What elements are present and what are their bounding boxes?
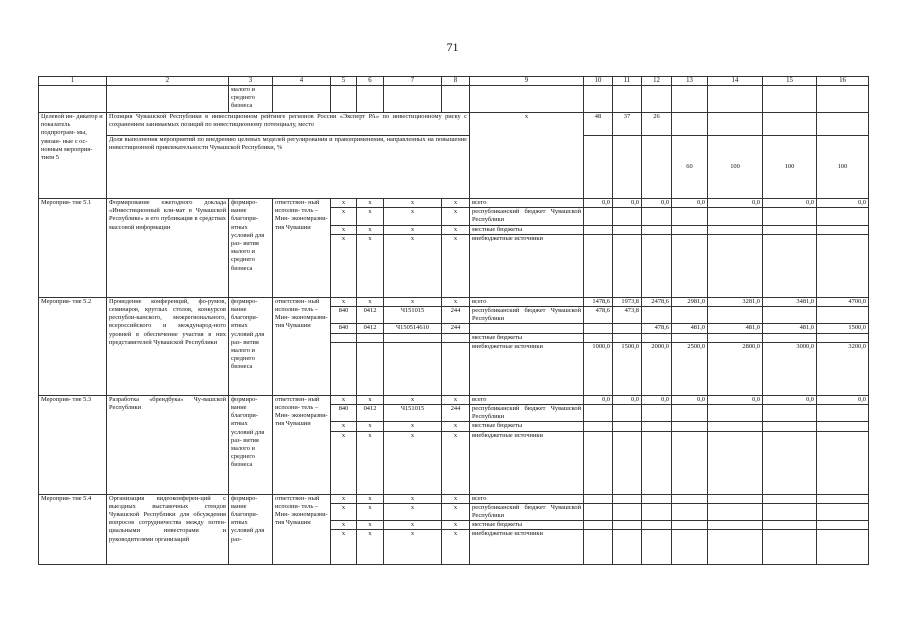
- value-cell: 0,0: [584, 395, 613, 404]
- code-cell: х: [357, 297, 384, 306]
- value-cell: 48: [584, 113, 613, 136]
- value-cell: 3200,0: [817, 342, 869, 395]
- empty-cell: [584, 225, 613, 234]
- code-cell: х: [384, 431, 442, 494]
- empty-cell: [584, 494, 613, 503]
- empty-cell: [817, 86, 869, 113]
- value-cell: 100: [763, 136, 817, 199]
- value-cell: 2800,0: [708, 342, 763, 395]
- program-table: [38, 76, 869, 565]
- code-cell: х: [357, 530, 384, 565]
- empty-cell: [672, 422, 708, 431]
- code-cell: 0412: [357, 405, 384, 422]
- code-cell: 840: [331, 405, 357, 422]
- column-header: 3: [229, 77, 273, 86]
- empty-cell: [613, 431, 642, 494]
- empty-cell: [442, 86, 470, 113]
- empty-cell: [613, 333, 642, 342]
- empty-cell: [442, 342, 470, 395]
- measure-name: Мероприя- тие 5.2: [39, 297, 107, 395]
- code-cell: х: [331, 431, 357, 494]
- empty-cell: [357, 86, 384, 113]
- code-cell: х: [442, 521, 470, 530]
- empty-cell: [672, 405, 708, 422]
- empty-cell: [642, 307, 672, 324]
- value-cell: 100: [817, 136, 869, 199]
- code-cell: х: [357, 494, 384, 503]
- empty-cell: [613, 208, 642, 225]
- value-cell: 3000,0: [763, 342, 817, 395]
- code-cell: 244: [442, 307, 470, 324]
- empty-cell: [642, 234, 672, 297]
- header-row: [39, 77, 869, 86]
- measure-name: Мероприя- тие 5.3: [39, 395, 107, 494]
- empty-cell: [384, 333, 442, 342]
- source-label: местные бюджеты: [470, 521, 584, 530]
- empty-cell: [817, 494, 869, 503]
- empty-cell: [39, 86, 107, 113]
- source-label: всего: [470, 494, 584, 503]
- value-cell: 1478,6: [584, 297, 613, 306]
- empty-cell: [817, 234, 869, 297]
- empty-cell: [584, 234, 613, 297]
- empty-cell: [584, 431, 613, 494]
- empty-cell: [613, 530, 642, 565]
- value-cell: 0,0: [763, 395, 817, 404]
- empty-cell: [642, 405, 672, 422]
- code-cell: 0412: [357, 324, 384, 333]
- empty-cell: [672, 521, 708, 530]
- code-cell: Ч151015: [384, 405, 442, 422]
- value-cell: 481,0: [763, 324, 817, 333]
- value-cell: 0,0: [613, 395, 642, 404]
- column-header: 16: [817, 77, 869, 86]
- empty-cell: [584, 521, 613, 530]
- column-header: 8: [442, 77, 470, 86]
- indicator-text-1: Позиция Чувашской Республики в инвестиционном рейтинге регионов России «Эксперт РА» по инвестиционному риску с сохранением занимаемых позиций по инвестиционному потенциалу, место: [107, 113, 470, 136]
- code-cell: Ч151015: [384, 307, 442, 324]
- empty-cell: [763, 86, 817, 113]
- code-cell: 244: [442, 405, 470, 422]
- empty-cell: [708, 307, 763, 324]
- empty-cell: [817, 503, 869, 520]
- empty-cell: [642, 494, 672, 503]
- empty-cell: [642, 422, 672, 431]
- code-cell: 0412: [357, 307, 384, 324]
- measure-description: Разработка «брендбука» Чу-вашской Республики: [107, 395, 229, 494]
- source-label: республиканский бюджет Чувашской Республики: [470, 405, 584, 422]
- measure-goal: формиро- вание благопри- ятных условий для раз- вития малого и среднего бизнеса: [229, 297, 273, 395]
- empty-cell: [708, 225, 763, 234]
- measure-description: Организация видеоконферен-ций с выездных выставочных стендов Чувашской Республики для обсуждения вопросов сотрудничества между потен-циальными инвесторами и руководителями организаций: [107, 494, 229, 565]
- empty-cell: [584, 422, 613, 431]
- measure-goal: формиро- вание благопри- ятных условий для раз-: [229, 494, 273, 565]
- value-cell: 0,0: [708, 395, 763, 404]
- m52-row-total: [39, 297, 869, 306]
- empty-cell: [613, 422, 642, 431]
- code-cell: х: [384, 234, 442, 297]
- measure-executor: ответствен- ный исполни- тель – Мин- экономразви- тия Чувашии: [273, 297, 331, 395]
- value-cell: 1973,8: [613, 297, 642, 306]
- empty-cell: [763, 494, 817, 503]
- empty-cell: [817, 333, 869, 342]
- column-header: 10: [584, 77, 613, 86]
- code-cell: х: [331, 297, 357, 306]
- empty-cell: [817, 208, 869, 225]
- code-cell: х: [357, 503, 384, 520]
- empty-cell: [672, 530, 708, 565]
- code-cell: х: [357, 225, 384, 234]
- empty-cell: [384, 342, 442, 395]
- code-cell: х: [384, 422, 442, 431]
- code-cell: х: [442, 494, 470, 503]
- empty-cell: [708, 405, 763, 422]
- code-cell: х: [331, 521, 357, 530]
- value-cell: 0,0: [817, 199, 869, 208]
- code-cell: х: [357, 234, 384, 297]
- empty-cell: [331, 342, 357, 395]
- code-cell: х: [357, 422, 384, 431]
- empty-cell: [672, 234, 708, 297]
- code-cell: х: [442, 225, 470, 234]
- code-cell: 840: [331, 307, 357, 324]
- empty-cell: [613, 405, 642, 422]
- empty-cell: [331, 86, 357, 113]
- empty-cell: [613, 86, 642, 113]
- m53-row-total: [39, 395, 869, 404]
- measure-description: Проведение конференций, фо-румов, семинаров, круглых столов, конкурсов республи-канского, межрегионального, всероссийского и международ-ного уровней в обеспечение участия в них представителей Чувашской Республики: [107, 297, 229, 395]
- empty-cell: [584, 530, 613, 565]
- empty-cell: [817, 225, 869, 234]
- indicator-x: х: [470, 113, 584, 199]
- value-cell: 3281,0: [708, 297, 763, 306]
- empty-cell: [613, 324, 642, 333]
- empty-cell: [642, 225, 672, 234]
- code-cell: х: [384, 521, 442, 530]
- value-cell: 0,0: [642, 395, 672, 404]
- empty-cell: [584, 333, 613, 342]
- empty-cell: [817, 431, 869, 494]
- empty-cell: [672, 333, 708, 342]
- m51-row-total: [39, 199, 869, 208]
- source-label: внебюджетные источники: [470, 530, 584, 565]
- empty-cell: [470, 324, 584, 333]
- value-cell: 2981,0: [672, 297, 708, 306]
- code-cell: х: [331, 530, 357, 565]
- code-cell: х: [442, 431, 470, 494]
- value-cell: 0,0: [672, 199, 708, 208]
- code-cell: х: [442, 199, 470, 208]
- empty-cell: [763, 234, 817, 297]
- code-cell: х: [357, 208, 384, 225]
- code-cell: х: [331, 503, 357, 520]
- code-cell: х: [357, 395, 384, 404]
- source-label: местные бюджеты: [470, 225, 584, 234]
- code-cell: 244: [442, 324, 470, 333]
- empty-cell: [672, 208, 708, 225]
- code-cell: х: [384, 208, 442, 225]
- empty-cell: [273, 86, 331, 113]
- empty-cell: [708, 494, 763, 503]
- code-cell: х: [331, 199, 357, 208]
- value-cell: 0,0: [708, 199, 763, 208]
- empty-cell: [763, 225, 817, 234]
- empty-cell: [642, 431, 672, 494]
- empty-cell: [642, 503, 672, 520]
- empty-cell: [672, 494, 708, 503]
- code-cell: х: [442, 503, 470, 520]
- value-cell: 481,0: [708, 324, 763, 333]
- code-cell: х: [357, 431, 384, 494]
- source-label: всего: [470, 199, 584, 208]
- empty-cell: [763, 405, 817, 422]
- goal-cell: малого и среднего бизнеса: [229, 86, 273, 113]
- empty-cell: [672, 307, 708, 324]
- value-cell: 0,0: [584, 199, 613, 208]
- column-header: 1: [39, 77, 107, 86]
- empty-cell: [708, 234, 763, 297]
- empty-cell: [763, 333, 817, 342]
- empty-cell: [763, 503, 817, 520]
- measure-goal: формиро- вание благопри- ятных условий для раз- вития малого и среднего бизнеса: [229, 199, 273, 298]
- code-cell: х: [331, 234, 357, 297]
- code-cell: х: [357, 199, 384, 208]
- empty-cell: [642, 208, 672, 225]
- measure-description: Формирование ежегодного доклада «Инвестиционный кли-мат в Чувашской Республике» и его публикация в средствах массовой информации: [107, 199, 229, 298]
- value-cell: 473,8: [613, 307, 642, 324]
- value-cell: 1500,0: [817, 324, 869, 333]
- value-cell: 2478,6: [642, 297, 672, 306]
- code-cell: х: [331, 422, 357, 431]
- empty-cell: [613, 503, 642, 520]
- empty-cell: [763, 521, 817, 530]
- code-cell: х: [331, 225, 357, 234]
- code-cell: х: [331, 494, 357, 503]
- indicator-row-1: [39, 113, 869, 136]
- value-cell: 100: [708, 136, 763, 199]
- value-cell: 60: [672, 136, 708, 199]
- empty-cell: [708, 431, 763, 494]
- measure-executor: ответствен- ный исполни- тель – Мин- экономразви- тия Чувашии: [273, 199, 331, 298]
- value-cell: 0,0: [672, 395, 708, 404]
- source-label: местные бюджеты: [470, 422, 584, 431]
- value-cell: 0,0: [642, 199, 672, 208]
- empty-cell: [442, 333, 470, 342]
- value-cell: 37: [613, 113, 642, 136]
- m54-row-total: [39, 494, 869, 503]
- value-cell: 481,0: [672, 324, 708, 333]
- column-header: 12: [642, 77, 672, 86]
- code-cell: х: [442, 530, 470, 565]
- column-header: 11: [613, 77, 642, 86]
- empty-cell: [642, 333, 672, 342]
- empty-cell: [613, 521, 642, 530]
- empty-cell: [672, 431, 708, 494]
- code-cell: х: [442, 208, 470, 225]
- empty-cell: [584, 208, 613, 225]
- value-cell: 0,0: [763, 199, 817, 208]
- empty-cell: [584, 86, 613, 113]
- source-label: внебюджетные источники: [470, 234, 584, 297]
- source-label: республиканский бюджет Чувашской Республики: [470, 307, 584, 324]
- column-header: 6: [357, 77, 384, 86]
- source-label: внебюджетные источники: [470, 342, 584, 395]
- value-cell: 3481,0: [763, 297, 817, 306]
- empty-cell: [584, 503, 613, 520]
- empty-cell: [763, 208, 817, 225]
- column-header: 15: [763, 77, 817, 86]
- empty-cell: [817, 422, 869, 431]
- empty-cell: [357, 342, 384, 395]
- code-cell: х: [384, 199, 442, 208]
- value-cell: 2000,0: [642, 342, 672, 395]
- source-label: всего: [470, 395, 584, 404]
- empty-cell: [708, 422, 763, 431]
- page-number: 71: [446, 40, 459, 54]
- code-cell: х: [442, 297, 470, 306]
- empty-cell: [642, 521, 672, 530]
- empty-cell: [613, 225, 642, 234]
- code-cell: х: [384, 503, 442, 520]
- empty-cell: [708, 113, 763, 136]
- code-cell: х: [331, 208, 357, 225]
- empty-cell: [384, 86, 442, 113]
- measure-executor: ответствен- ный исполни- тель – Мин- экономразви- тия Чувашии: [273, 494, 331, 565]
- empty-cell: [642, 136, 672, 199]
- empty-cell: [708, 530, 763, 565]
- column-header: 5: [331, 77, 357, 86]
- source-label: всего: [470, 297, 584, 306]
- source-label: местные бюджеты: [470, 333, 584, 342]
- empty-cell: [708, 86, 763, 113]
- empty-cell: [817, 113, 869, 136]
- measure-name: Мероприя- тие 5.4: [39, 494, 107, 565]
- code-cell: Ч150514610: [384, 324, 442, 333]
- empty-cell: [357, 333, 384, 342]
- value-cell: 1500,0: [613, 342, 642, 395]
- empty-cell: [584, 136, 613, 199]
- empty-cell: [763, 113, 817, 136]
- empty-cell: [763, 530, 817, 565]
- empty-cell: [817, 521, 869, 530]
- empty-cell: [107, 86, 229, 113]
- source-label: республиканский бюджет Чувашской Республики: [470, 208, 584, 225]
- column-header: 13: [672, 77, 708, 86]
- value-cell: 478,6: [642, 324, 672, 333]
- empty-cell: [817, 405, 869, 422]
- empty-cell: [584, 405, 613, 422]
- column-header: 2: [107, 77, 229, 86]
- code-cell: 840: [331, 324, 357, 333]
- indicator-text-2: Доля выполнения мероприятий по внедрению целевых моделей регулирования и правоприменения, направленных на повышение инвестиционной привлекательности Чувашской Республики, %: [107, 136, 470, 199]
- code-cell: х: [331, 395, 357, 404]
- indicator-name: Целевой ин- дикатор и показатель подпрограм- мы, увязан- ные с ос- новным мероприя- тием 5: [39, 113, 107, 199]
- code-cell: х: [357, 521, 384, 530]
- source-label: республиканский бюджет Чувашской Республики: [470, 503, 584, 520]
- code-cell: х: [442, 422, 470, 431]
- continuation-row: [39, 86, 869, 113]
- empty-cell: [708, 333, 763, 342]
- value-cell: 1000,0: [584, 342, 613, 395]
- measure-goal: формиро- вание благопри- ятных условий для раз- вития малого и среднего бизнеса: [229, 395, 273, 494]
- column-header: 7: [384, 77, 442, 86]
- empty-cell: [672, 225, 708, 234]
- code-cell: х: [384, 395, 442, 404]
- value-cell: 2500,0: [672, 342, 708, 395]
- empty-cell: [817, 307, 869, 324]
- value-cell: 26: [642, 113, 672, 136]
- empty-cell: [584, 324, 613, 333]
- empty-cell: [708, 503, 763, 520]
- value-cell: 4700,0: [817, 297, 869, 306]
- indicator-row-2: [39, 136, 869, 199]
- empty-cell: [708, 521, 763, 530]
- code-cell: х: [442, 234, 470, 297]
- value-cell: 478,6: [584, 307, 613, 324]
- empty-cell: [672, 86, 708, 113]
- measure-name: Мероприя- тие 5.1: [39, 199, 107, 298]
- empty-cell: [642, 530, 672, 565]
- empty-cell: [642, 86, 672, 113]
- value-cell: 0,0: [613, 199, 642, 208]
- measure-executor: ответствен- ный исполни- тель – Мин- экономразви- тия Чувашии: [273, 395, 331, 494]
- code-cell: х: [384, 297, 442, 306]
- empty-cell: [763, 307, 817, 324]
- empty-cell: [708, 208, 763, 225]
- code-cell: х: [384, 225, 442, 234]
- empty-cell: [613, 136, 642, 199]
- source-label: внебюджетные источники: [470, 431, 584, 494]
- code-cell: х: [384, 494, 442, 503]
- empty-cell: [763, 422, 817, 431]
- empty-cell: [817, 530, 869, 565]
- empty-cell: [672, 113, 708, 136]
- empty-cell: [613, 234, 642, 297]
- empty-cell: [672, 503, 708, 520]
- empty-cell: [613, 494, 642, 503]
- empty-cell: [331, 333, 357, 342]
- column-header: 14: [708, 77, 763, 86]
- value-cell: 0,0: [817, 395, 869, 404]
- empty-cell: [470, 86, 584, 113]
- code-cell: х: [384, 530, 442, 565]
- column-header: 9: [470, 77, 584, 86]
- empty-cell: [763, 431, 817, 494]
- code-cell: х: [442, 395, 470, 404]
- column-header: 4: [273, 77, 331, 86]
